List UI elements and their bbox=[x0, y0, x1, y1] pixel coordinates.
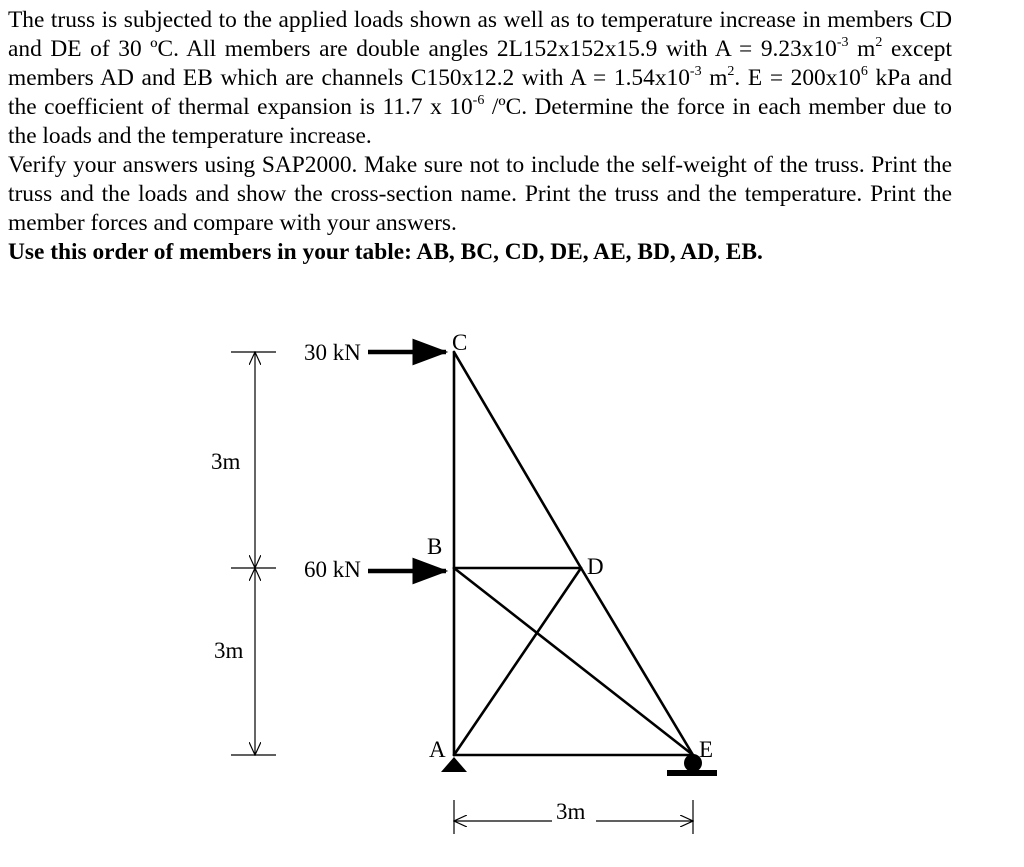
node-label-c: C bbox=[452, 330, 468, 355]
problem-paragraph-1: The truss is subjected to the applied loads shown as well as to temperature increase in members CD and DE of 30 ºC. All members are double angles 2L152x152x15.9 with $A = 9.23x10^{-3}$ $m^2$ except members AD and EB which are channels C150x12.2 with $A = 1.54x10^{-3}$ $m^2$. $E = 200x10^6$ kPa and the coefficient of thermal expansion is 11.7 x $10^{-6}$ /ºC. Determine the force in each member due to the loads and the temperature increase. bbox=[8, 7, 953, 149]
node-label-a: A bbox=[429, 737, 446, 762]
dimension-label-base: 3m bbox=[556, 799, 586, 824]
node-label-e: E bbox=[699, 737, 714, 762]
node-label-b: B bbox=[427, 534, 443, 559]
problem-paragraph-2: Verify your answers using SAP2000. Make sure not to include the self-weight of the truss. Print the truss and the loads and show the cross-section name. Print the truss and the temperature. Print the member forces and compare with your answers. bbox=[8, 152, 952, 236]
member-order-instruction: Use this order of members in your table: AB, BC, CD, DE, AE, BD, AD, EB. bbox=[8, 239, 763, 265]
member-de bbox=[581, 568, 693, 755]
load-label-60kn: 60 kN bbox=[304, 557, 361, 582]
node-label-d: D bbox=[587, 554, 604, 579]
member-eb bbox=[454, 568, 693, 755]
load-label-30kn: 30 kN bbox=[304, 340, 361, 365]
dimension-label-upper: 3m bbox=[211, 449, 241, 474]
dimension-label-lower: 3m bbox=[214, 638, 244, 663]
vertical-dimension bbox=[231, 352, 276, 755]
member-cd bbox=[454, 352, 581, 568]
truss-members bbox=[454, 352, 693, 755]
member-ad bbox=[454, 568, 581, 755]
